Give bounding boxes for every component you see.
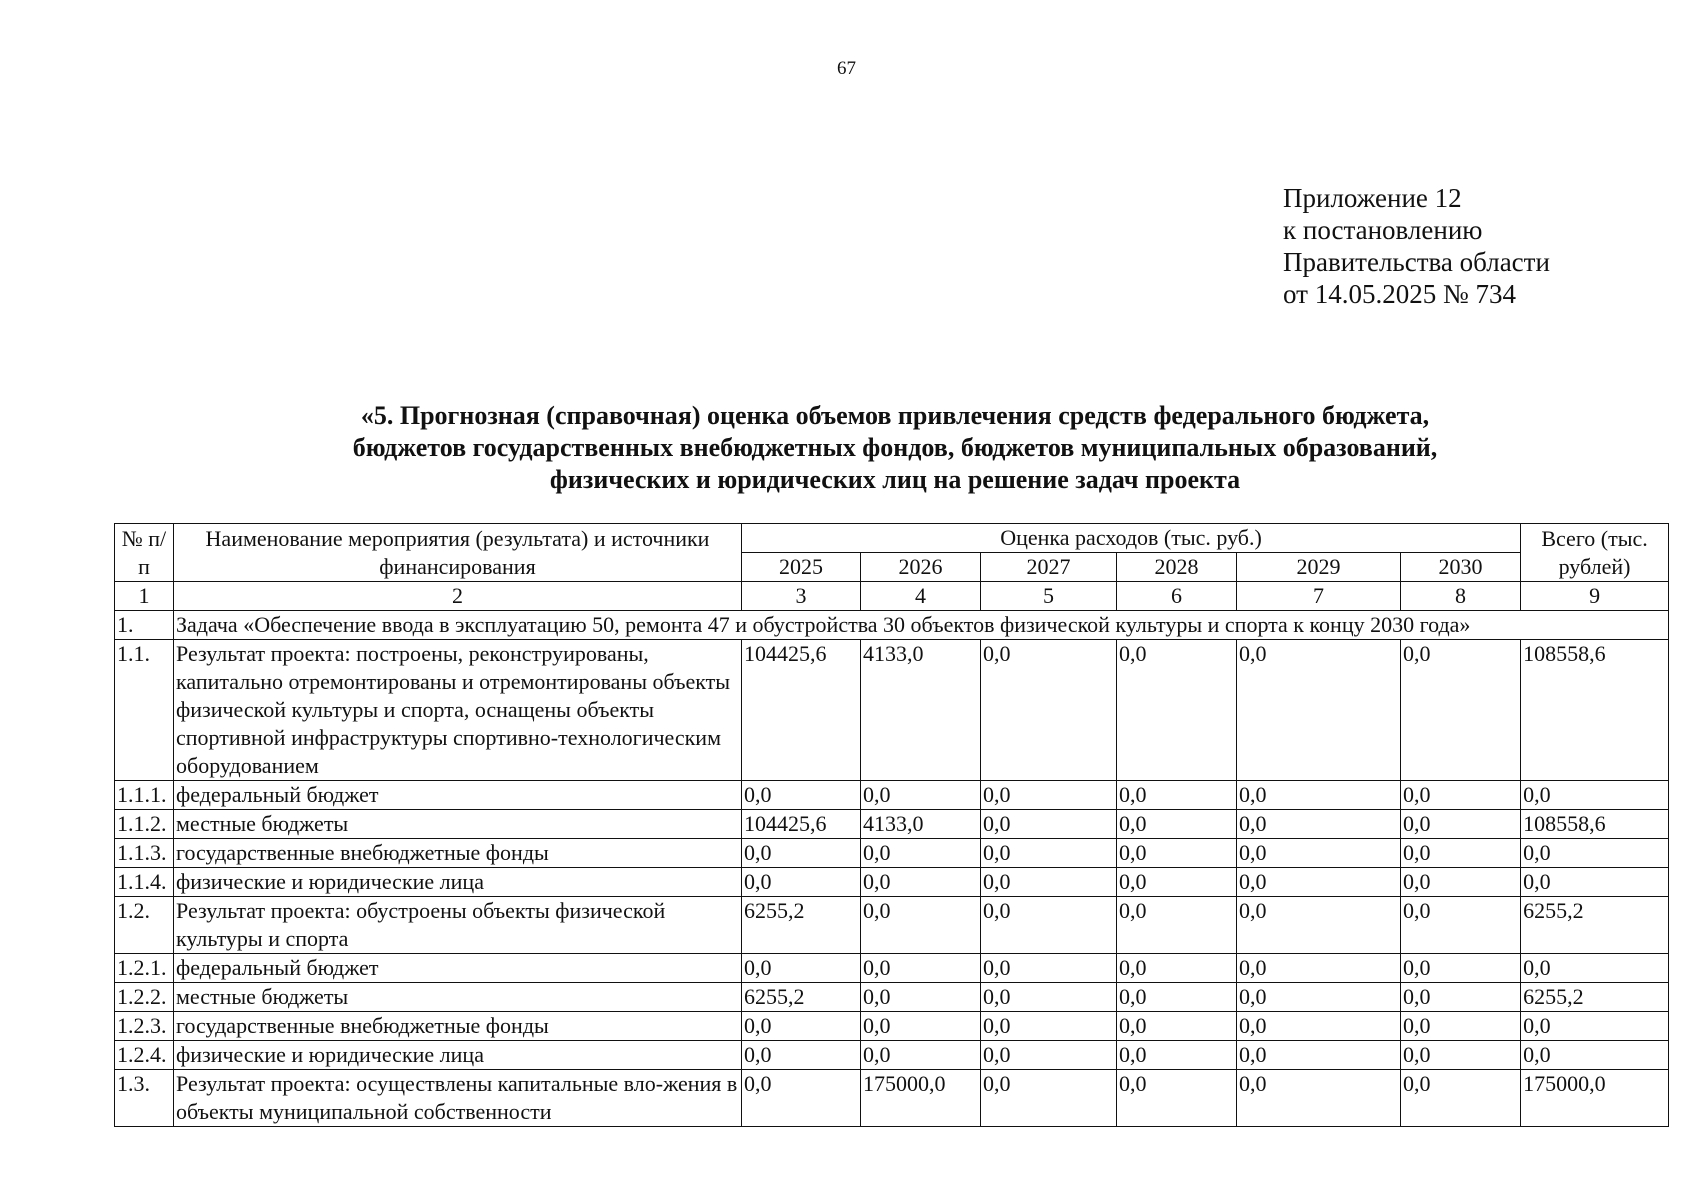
row-name: местные бюджеты [174,810,742,839]
row-name: федеральный бюджет [174,781,742,810]
row-value: 0,0 [1401,983,1521,1012]
row-value: 0,0 [861,781,981,810]
row-value: 0,0 [1117,810,1237,839]
column-number: 3 [742,582,861,611]
header-name: Наименование мероприятия (результата) и источники финансирования [174,524,742,582]
row-value: 0,0 [861,839,981,868]
row-num: 1. [115,611,174,640]
title-line: «5. Прогнозная (справочная) оценка объемов привлечения средств федерального бюджета, [360,401,1430,430]
column-number: 9 [1521,582,1669,611]
row-value: 0,0 [861,868,981,897]
row-total: 175000,0 [1521,1070,1669,1127]
row-num: 1.2.2. [115,983,174,1012]
row-num: 1.2.3. [115,1012,174,1041]
table-row [115,810,1669,839]
table-row [115,640,1669,781]
document-title [0,400,1693,496]
row-total: 108558,6 [1521,810,1669,839]
row-total: 6255,2 [1521,983,1669,1012]
row-value: 0,0 [1117,839,1237,868]
table-row [115,983,1669,1012]
appendix-line: к постановлению [1283,215,1483,245]
row-value: 0,0 [1237,839,1401,868]
row-value: 175000,0 [861,1070,981,1127]
row-value: 0,0 [1117,983,1237,1012]
row-value: 0,0 [981,954,1117,983]
row-total: 0,0 [1521,954,1669,983]
row-value: 0,0 [861,1041,981,1070]
row-value: 0,0 [981,897,1117,954]
row-num: 1.2.4. [115,1041,174,1070]
row-value: 0,0 [1117,954,1237,983]
row-value: 0,0 [1117,868,1237,897]
row-value: 104425,6 [742,640,861,781]
row-value: 6255,2 [742,897,861,954]
row-value: 0,0 [1117,897,1237,954]
row-value: 0,0 [1401,1070,1521,1127]
row-value: 0,0 [1237,868,1401,897]
row-name: Результат проекта: обустроены объекты физической культуры и спорта [174,897,742,954]
table-row [115,1070,1669,1127]
row-value: 0,0 [1237,781,1401,810]
header-year: 2027 [981,553,1117,582]
appendix-line: Правительства области [1283,247,1550,277]
task-text: Задача «Обеспечение ввода в эксплуатацию 50, ремонта 47 и обустройства 30 объектов физической культуры и спорта к концу 2030 года» [174,611,1669,640]
page-number: 67 [837,58,856,79]
row-value: 0,0 [1401,839,1521,868]
column-number: 8 [1401,582,1521,611]
row-value: 0,0 [981,781,1117,810]
title-line: бюджетов государственных внебюджетных фондов, бюджетов муниципальных образований, [352,433,1438,462]
header-num: № п/п [115,524,174,582]
row-value: 0,0 [1117,1012,1237,1041]
row-value: 0,0 [1117,640,1237,781]
row-value: 0,0 [1401,810,1521,839]
appendix-block [1283,182,1550,310]
row-value: 0,0 [742,1012,861,1041]
header-year: 2030 [1401,553,1521,582]
column-number: 7 [1237,582,1401,611]
table-row [115,781,1669,810]
row-total: 6255,2 [1521,897,1669,954]
header-year: 2025 [742,553,861,582]
row-value: 0,0 [1117,1041,1237,1070]
row-value: 0,0 [981,839,1117,868]
column-number: 4 [861,582,981,611]
row-value: 0,0 [1237,1041,1401,1070]
row-name: Результат проекта: построены, реконструированы, капитально отремонтированы и отремонтированы объекты физической культуры и спорта, оснащены объекты спортивной инфраструктуры спортивно-технологическим оборудованием [174,640,742,781]
table-row [115,868,1669,897]
task-row [115,611,1669,640]
table-row [115,954,1669,983]
row-value: 0,0 [981,983,1117,1012]
column-numbers-row [115,582,1669,611]
table-row [115,839,1669,868]
row-value: 4133,0 [861,810,981,839]
row-value: 0,0 [1237,1070,1401,1127]
table-row [115,1012,1669,1041]
row-name: Результат проекта: осуществлены капитальные вло-жения в объекты муниципальной собственности [174,1070,742,1127]
row-num: 1.1.3. [115,839,174,868]
row-value: 0,0 [861,983,981,1012]
row-value: 6255,2 [742,983,861,1012]
row-name: местные бюджеты [174,983,742,1012]
row-value: 0,0 [1237,640,1401,781]
row-value: 0,0 [742,1041,861,1070]
row-num: 1.1.2. [115,810,174,839]
row-total: 0,0 [1521,839,1669,868]
column-number: 1 [115,582,174,611]
appendix-line: от 14.05.2025 № 734 [1283,279,1516,309]
row-value: 104425,6 [742,810,861,839]
row-value: 0,0 [1401,954,1521,983]
row-name: физические и юридические лица [174,1041,742,1070]
column-number: 6 [1117,582,1237,611]
row-num: 1.2. [115,897,174,954]
row-value: 0,0 [742,868,861,897]
row-value: 0,0 [861,897,981,954]
header-year: 2026 [861,553,981,582]
title-line: физических и юридических лиц на решение задач проекта [549,465,1241,494]
row-num: 1.3. [115,1070,174,1127]
row-total: 0,0 [1521,868,1669,897]
row-value: 0,0 [981,1041,1117,1070]
row-value: 0,0 [981,868,1117,897]
table-row [115,897,1669,954]
row-value: 4133,0 [861,640,981,781]
row-value: 0,0 [742,954,861,983]
appendix-line: Приложение 12 [1283,183,1462,213]
row-value: 0,0 [1237,983,1401,1012]
row-value: 0,0 [1401,781,1521,810]
row-value: 0,0 [1237,954,1401,983]
row-value: 0,0 [742,839,861,868]
row-total: 0,0 [1521,1041,1669,1070]
row-value: 0,0 [1401,897,1521,954]
budget-table [114,523,1669,1127]
header-total: Всего (тыс. рублей) [1521,524,1669,582]
row-value: 0,0 [861,954,981,983]
row-value: 0,0 [861,1012,981,1041]
row-value: 0,0 [1401,1041,1521,1070]
row-value: 0,0 [1401,1012,1521,1041]
row-value: 0,0 [1237,810,1401,839]
row-total: 0,0 [1521,1012,1669,1041]
row-num: 1.1.4. [115,868,174,897]
row-value: 0,0 [1117,1070,1237,1127]
row-name: федеральный бюджет [174,954,742,983]
row-value: 0,0 [1237,897,1401,954]
row-value: 0,0 [981,1070,1117,1127]
row-num: 1.2.1. [115,954,174,983]
row-name: государственные внебюджетные фонды [174,1012,742,1041]
row-num: 1.1. [115,640,174,781]
row-name: государственные внебюджетные фонды [174,839,742,868]
row-value: 0,0 [981,810,1117,839]
row-total: 108558,6 [1521,640,1669,781]
row-value: 0,0 [1117,781,1237,810]
header-estimate: Оценка расходов (тыс. руб.) [742,524,1521,553]
row-num: 1.1.1. [115,781,174,810]
row-value: 0,0 [1401,640,1521,781]
row-name: физические и юридические лица [174,868,742,897]
table-row [115,1041,1669,1070]
row-value: 0,0 [1237,1012,1401,1041]
column-number: 5 [981,582,1117,611]
row-value: 0,0 [742,1070,861,1127]
row-value: 0,0 [981,1012,1117,1041]
header-year: 2029 [1237,553,1401,582]
header-year: 2028 [1117,553,1237,582]
column-number: 2 [174,582,742,611]
row-total: 0,0 [1521,781,1669,810]
row-value: 0,0 [981,640,1117,781]
row-value: 0,0 [1401,868,1521,897]
row-value: 0,0 [742,781,861,810]
